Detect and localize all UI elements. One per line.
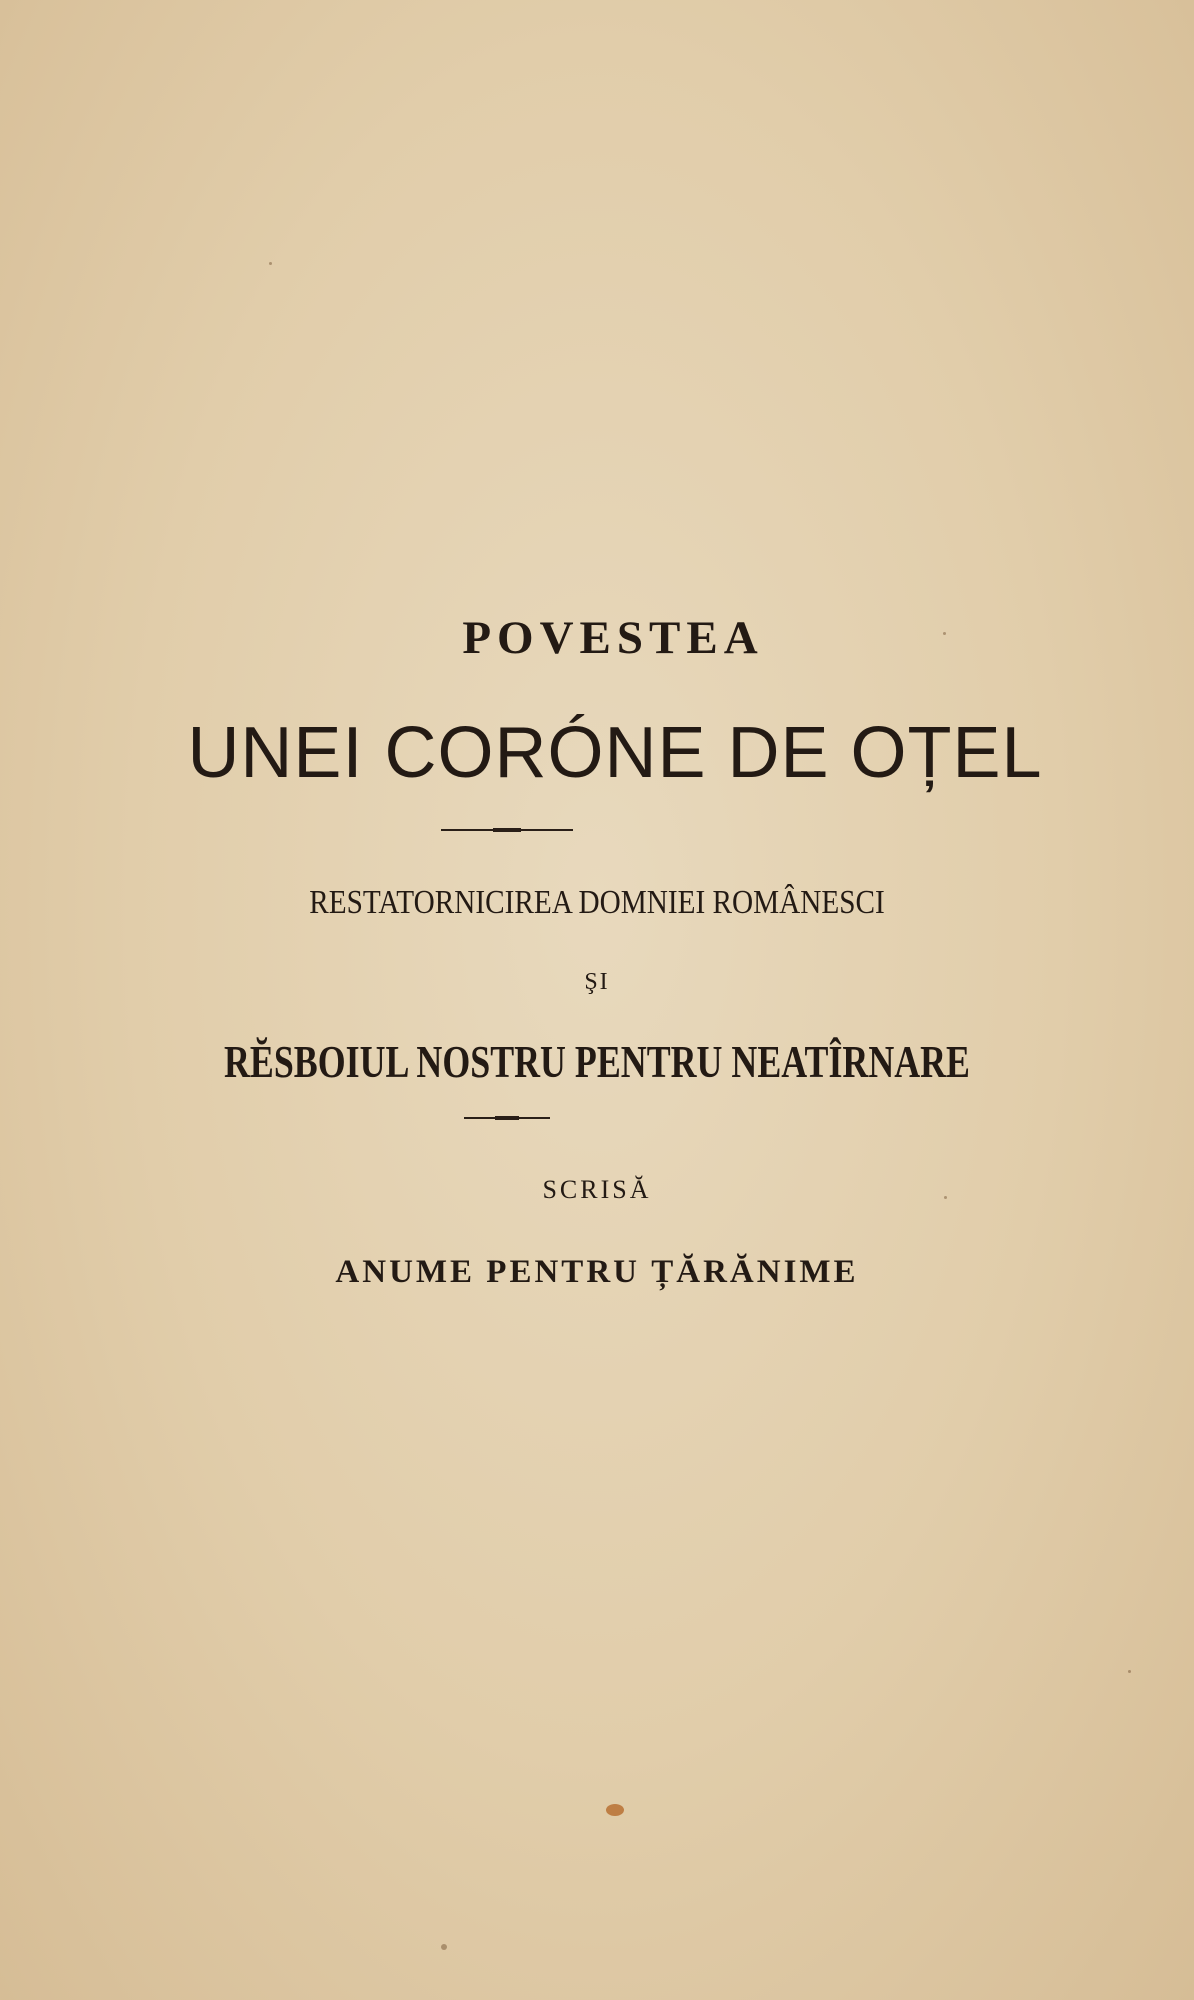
- subtitle-line-2: RĔSBOIUL NOSTRU PENTRU NEATÎRNARE: [224, 1036, 970, 1087]
- conjunction-si: ŞI: [584, 969, 610, 995]
- title-line-2: UNEI CORÓNE DE OȚEL: [187, 713, 1043, 793]
- paper-stain: [606, 1804, 624, 1816]
- audience-line: ANUME PENTRU ȚĂRĂNIME: [335, 1254, 859, 1290]
- paper-speck: [944, 1196, 947, 1199]
- ornamental-rule-top: [441, 829, 573, 831]
- paper-speck: [269, 262, 272, 265]
- subtitle-line-1: RESTATORNICIREA DOMNIEI ROMÂNESCI: [309, 884, 885, 921]
- paper-speck: [441, 1944, 447, 1950]
- written-label: SCRISĂ: [542, 1175, 652, 1204]
- paper-speck: [943, 632, 946, 635]
- paper-speck: [1128, 1670, 1131, 1673]
- title-line-1: POVESTEA: [462, 612, 764, 664]
- ornamental-rule-bottom: [464, 1117, 550, 1119]
